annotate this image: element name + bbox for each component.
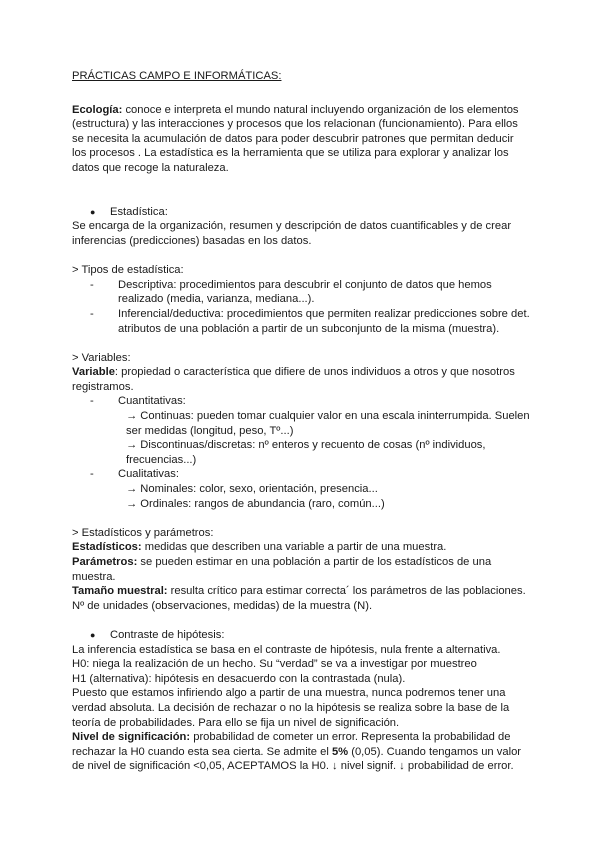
tipos-heading: > Tipos de estadística: xyxy=(72,264,184,277)
contraste-heading: ● Contraste de hipótesis: xyxy=(90,628,530,643)
tamano-term: Tamaño muestral: xyxy=(72,585,168,598)
nivel-text-b: (0,05). Cuando tengamos un valor de nivel de significación <0,05, ACEPTAMOS la H0. ↓ nivel signif. ↓ probabilidad de error. xyxy=(72,745,522,773)
estadisticos-heading: > Estadísticos y parámetros: xyxy=(72,526,214,539)
cuantitativas-label: - Cuantitativas: xyxy=(90,394,530,409)
estadistica-heading: ● Estadística: xyxy=(90,205,530,220)
document-body xyxy=(72,69,530,774)
page-title: PRÁCTICAS CAMPO E INFORMÁTICAS: xyxy=(72,70,282,82)
variable-term: Variable xyxy=(72,366,115,379)
nominales-item: → Nominales: color, sexo, orientación, presencia... xyxy=(126,483,378,496)
nivel-bold: 5% xyxy=(331,745,349,758)
variable-text: : propiedad o característica que difiere de unos individuos a otros y que nosotros registramos. xyxy=(72,366,515,393)
variable-definition xyxy=(72,365,530,394)
h0-line: H0: niega la realización de un hecho. Su “verdad” se va a investigar por muestreo xyxy=(72,658,477,671)
puesto-paragraph: Puesto que estamos infiriendo algo a partir de una muestra, nunca podremos tener una verdad absoluta. La decisión de rechazar o no la hipótesis se realiza sobre la base de la teoría de probabilidades. Para ello se fija un nivel de significación. xyxy=(72,687,510,729)
variables-heading: > Variables: xyxy=(72,351,131,364)
contraste-line1: La inferencia estadística se basa en el contraste de hipótesis, nula frente a alternativa. xyxy=(72,643,501,656)
tipos-item-inferencial: - Inferencial/deductiva: procedimientos que permiten realizar predicciones sobre det. atributos de una población a partir de un subconjunto de la misma (muestra). xyxy=(90,307,530,336)
nivel-text-a: probabilidad de cometer un error. Representa la probabilidad de rechazar la H0 cuando esta sea cierta. Se admite el xyxy=(72,731,511,758)
cualitativas-label: - Cualitativas: xyxy=(90,467,530,482)
nivel-term: Nivel de significación: xyxy=(72,731,191,744)
continuas-item: → Continuas: pueden tomar cualquier valor en una escala ininterrumpida. Suelen ser medidas (longitud, peso, Tº...) xyxy=(126,410,530,437)
ordinales-item: → Ordinales: rangos de abundancia (raro, común...) xyxy=(126,497,385,510)
parametros-term: Parámetros: xyxy=(72,556,138,568)
estadisticos-term: Estadísticos: xyxy=(72,541,142,554)
tipos-item-descriptiva: - Descriptiva: procedimientos para descubrir el conjunto de datos que hemos realizado (media, varianza, mediana...). xyxy=(90,278,530,307)
nivel-paragraph xyxy=(72,730,530,774)
ecologia-paragraph xyxy=(72,103,530,176)
estadisticos-text: medidas que describen una variable a partir de una muestra. xyxy=(141,541,447,554)
parametros-text: se pueden estimar en una población a partir de los estadísticos de una muestra. xyxy=(72,556,492,583)
discontinuas-item: → Discontinuas/discretas: nº enteros y recuento de cosas (nº individuos, frecuencias...) xyxy=(126,439,486,466)
tamano-definition xyxy=(72,584,530,613)
tamano-text: resulta crítico para estimar correcta´ los parámetros de las poblaciones. Nº de unidades (observaciones, medidas) de la muestra (N). xyxy=(72,585,526,612)
ecologia-term: Ecología: xyxy=(72,103,123,116)
ecologia-text: conoce e interpreta el mundo natural incluyendo organización de los elementos (estructura) y las interacciones y procesos que los relacionan (funcionamiento). Para ellos se necesita la acumulación de datos para poder descubrir patrones que permitan deducir los procesos . La estadística es la herramienta que se utiliza para explorar y analizar los datos que recoge la naturaleza. xyxy=(72,103,519,174)
parametros-definition xyxy=(72,555,530,584)
estadisticos-definition xyxy=(72,540,530,555)
h1-line: H1 (alternativa): hipótesis en desacuerdo con la contrastada (nula). xyxy=(72,672,406,685)
estadistica-text: Se encarga de la organización, resumen y descripción de datos cuantificables y de crear inferencias (predicciones) basadas en los datos. xyxy=(72,220,512,247)
